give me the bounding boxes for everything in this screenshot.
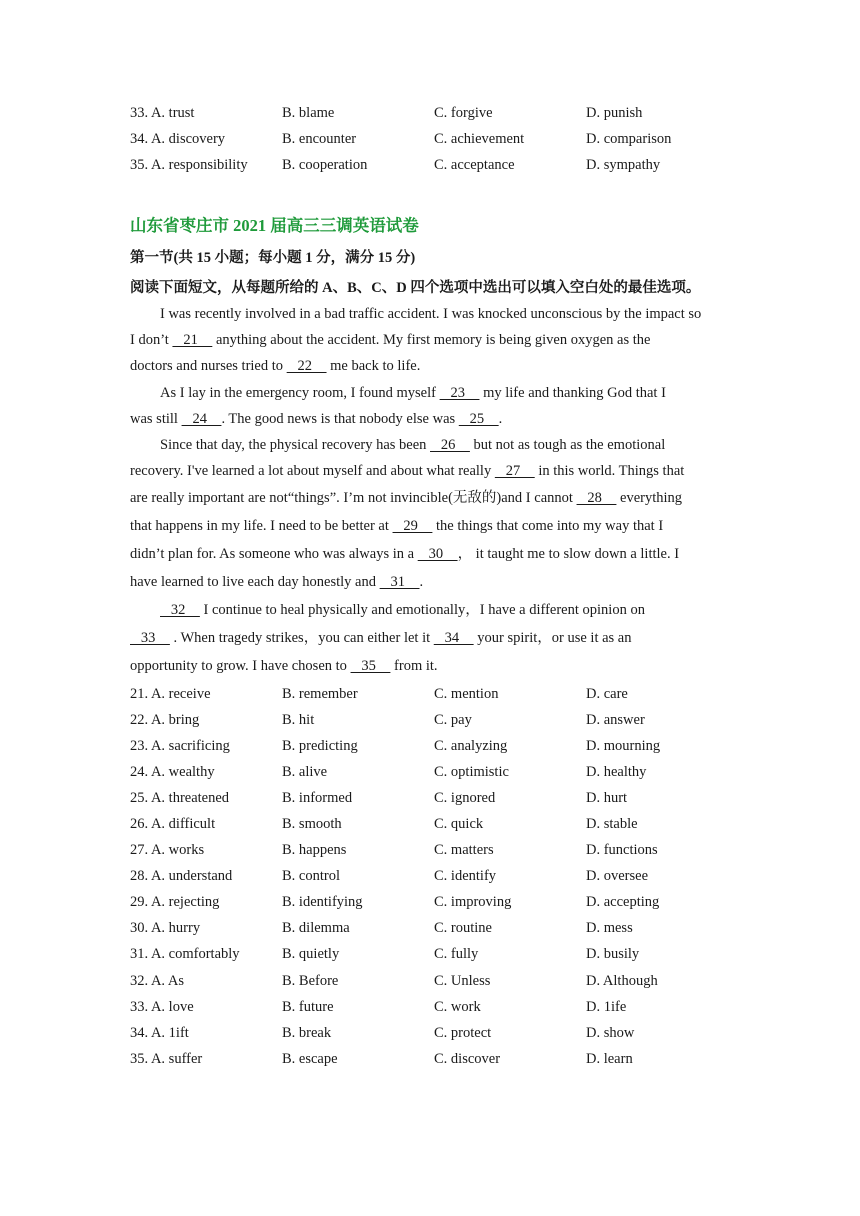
option-d: D. care [586, 685, 628, 702]
option-row [130, 916, 750, 942]
option-b: B. dilemma [282, 920, 350, 937]
option-c: C. fully [434, 946, 479, 963]
option-row [130, 968, 750, 994]
option-a: 32. A. As [130, 972, 184, 989]
option-d: D. healthy [586, 763, 647, 780]
option-a: 27. A. works [130, 842, 205, 859]
option-row [130, 994, 750, 1020]
option-b: B. break [282, 1024, 332, 1041]
option-b: B. predicting [282, 737, 358, 754]
blank-22: 22 [286, 358, 327, 375]
option-b: B. alive [282, 763, 328, 780]
option-b: B. hit [282, 711, 315, 728]
option-row [130, 785, 750, 811]
passage-line: doctors and nurses tried to 22 me back to life. [130, 358, 421, 375]
option-row [130, 1046, 750, 1072]
blank-29: 29 [392, 518, 433, 535]
option-a: 25. A. threatened [130, 789, 230, 806]
passage-line: didn’t plan for. As someone who was always in a 30 ， it taught me to slow down a little. I [130, 546, 680, 563]
option-b: B. future [282, 998, 334, 1015]
blank-32: 32 [160, 602, 200, 619]
blank-21: 21 [172, 332, 213, 349]
blank-35: 35 [350, 658, 391, 675]
option-a: 33. A. love [130, 998, 194, 1015]
cloze-passage [130, 301, 740, 680]
section-heading: 第一节(共 15 小题；每小题 1 分，满分 15 分) [130, 250, 416, 266]
instructions: 阅读下面短文，从每题所给的 A、B、C、D 四个选项中选出可以填入空白处的最佳选项。 [130, 280, 701, 296]
option-c: C. protect [434, 1024, 492, 1041]
option-a: 24. A. wealthy [130, 763, 215, 780]
blank-28: 28 [576, 490, 617, 507]
option-row [130, 838, 750, 864]
option-b: B. control [282, 868, 340, 885]
option-c: C. mention [434, 685, 499, 702]
option-d: D. oversee [586, 868, 649, 885]
option-a: 23. A. sacrificing [130, 737, 230, 754]
option-row [130, 733, 750, 759]
option-row [130, 942, 750, 968]
option-a: 22. A. bring [130, 711, 200, 728]
blank-30: 30 [417, 546, 458, 563]
option-d: D. sympathy [586, 156, 661, 173]
option-a: 33. A. trust [130, 104, 195, 121]
blank-27: 27 [494, 463, 535, 480]
option-c: C. analyzing [434, 737, 508, 754]
option-d: D. mourning [586, 737, 661, 754]
option-d: D. answer [586, 711, 645, 728]
option-d: D. comparison [586, 130, 672, 147]
blank-26: 26 [430, 436, 470, 453]
option-b: B. smooth [282, 816, 342, 833]
blank-31: 31 [379, 574, 420, 591]
option-c: C. optimistic [434, 763, 509, 780]
passage-line: recovery. I've learned a lot about myself and about what really 27 in this world. Things that [130, 463, 685, 480]
option-c: C. identify [434, 868, 497, 885]
option-b: B. happens [282, 842, 347, 859]
blank-34: 34 [433, 630, 474, 647]
option-a: 26. A. difficult [130, 816, 216, 833]
option-row [130, 1020, 750, 1046]
option-c: C. forgive [434, 104, 493, 121]
blank-24: 24 [181, 410, 222, 427]
option-row [130, 681, 750, 707]
option-row [130, 811, 750, 837]
option-row [130, 707, 750, 733]
option-b: B. escape [282, 1050, 338, 1067]
option-row [130, 890, 750, 916]
passage-line: I don’t 21 anything about the accident. My first memory is being given oxygen as the [130, 332, 651, 349]
passage-line: have learned to live each day honestly and 31 . [130, 574, 424, 591]
option-b: B. remember [282, 685, 358, 702]
option-c: C. improving [434, 894, 512, 911]
option-a: 21. A. receive [130, 685, 211, 702]
passage-line: that happens in my life. I need to be better at 29 the things that come into my way that I [130, 518, 664, 535]
exam-title: 山东省枣庄市 2021 届高三三调英语试卷 [130, 216, 419, 235]
option-a: 29. A. rejecting [130, 894, 220, 911]
option-row [130, 759, 750, 785]
option-c: C. acceptance [434, 156, 515, 173]
option-a: 34. A. discovery [130, 130, 226, 147]
option-c: C. pay [434, 711, 472, 728]
option-d: D. learn [586, 1050, 633, 1067]
option-b: B. quietly [282, 946, 340, 963]
option-b: B. identifying [282, 894, 363, 911]
passage-line: was still 24 . The good news is that nobody else was 25 . [130, 410, 503, 427]
passage-line: 33 . When tragedy strikes，you can either let it 34 your spirit，or use it as an [130, 630, 632, 647]
option-c: C. routine [434, 920, 492, 937]
option-a: 28. A. understand [130, 868, 233, 885]
option-c: C. achievement [434, 130, 525, 147]
option-c: C. Unless [434, 972, 491, 989]
answer-options [130, 681, 750, 1072]
option-a: 30. A. hurry [130, 920, 201, 937]
option-d: D. mess [586, 920, 633, 937]
option-b: B. informed [282, 789, 353, 806]
option-d: D. accepting [586, 894, 660, 911]
option-b: B. blame [282, 104, 335, 121]
option-b: B. cooperation [282, 156, 368, 173]
blank-25: 25 [458, 410, 499, 427]
option-d: D. busily [586, 946, 640, 963]
passage-line: opportunity to grow. I have chosen to 35 from it. [130, 658, 438, 675]
option-a: 35. A. suffer [130, 1050, 203, 1067]
option-row [130, 126, 750, 152]
passage-line: are really important are not“things”. I’m not invincible(无敌的)and I cannot 28 everything [130, 490, 683, 507]
passage-line: I was recently involved in a bad traffic accident. I was knocked unconscious by the impact so [160, 306, 702, 322]
option-d: D. hurt [586, 789, 628, 806]
option-a: 35. A. responsibility [130, 156, 248, 173]
option-row [130, 152, 750, 178]
passage-line: Since that day, the physical recovery has been 26 but not as tough as the emotional [160, 436, 666, 453]
option-d: D. stable [586, 816, 638, 833]
blank-23: 23 [439, 384, 480, 401]
passage-line: As I lay in the emergency room, I found myself 23 my life and thanking God that I [160, 384, 666, 401]
option-d: D. 1ife [586, 998, 627, 1015]
previous-question-options [130, 100, 750, 178]
option-a: 34. A. 1ift [130, 1024, 189, 1041]
option-d: D. punish [586, 104, 643, 121]
option-c: C. matters [434, 842, 494, 859]
option-a: 31. A. comfortably [130, 946, 240, 963]
option-row [130, 864, 750, 890]
option-b: B. encounter [282, 130, 357, 147]
option-row [130, 100, 750, 126]
option-d: D. functions [586, 842, 658, 859]
option-d: D. show [586, 1024, 635, 1041]
option-c: C. work [434, 998, 481, 1015]
blank-33: 33 [130, 630, 170, 647]
option-c: C. discover [434, 1050, 501, 1067]
option-b: B. Before [282, 972, 339, 989]
option-c: C. ignored [434, 789, 496, 806]
option-d: D. Although [586, 972, 658, 989]
passage-line: 32 I continue to heal physically and emotionally，I have a different opinion on [160, 602, 645, 619]
option-c: C. quick [434, 816, 484, 833]
